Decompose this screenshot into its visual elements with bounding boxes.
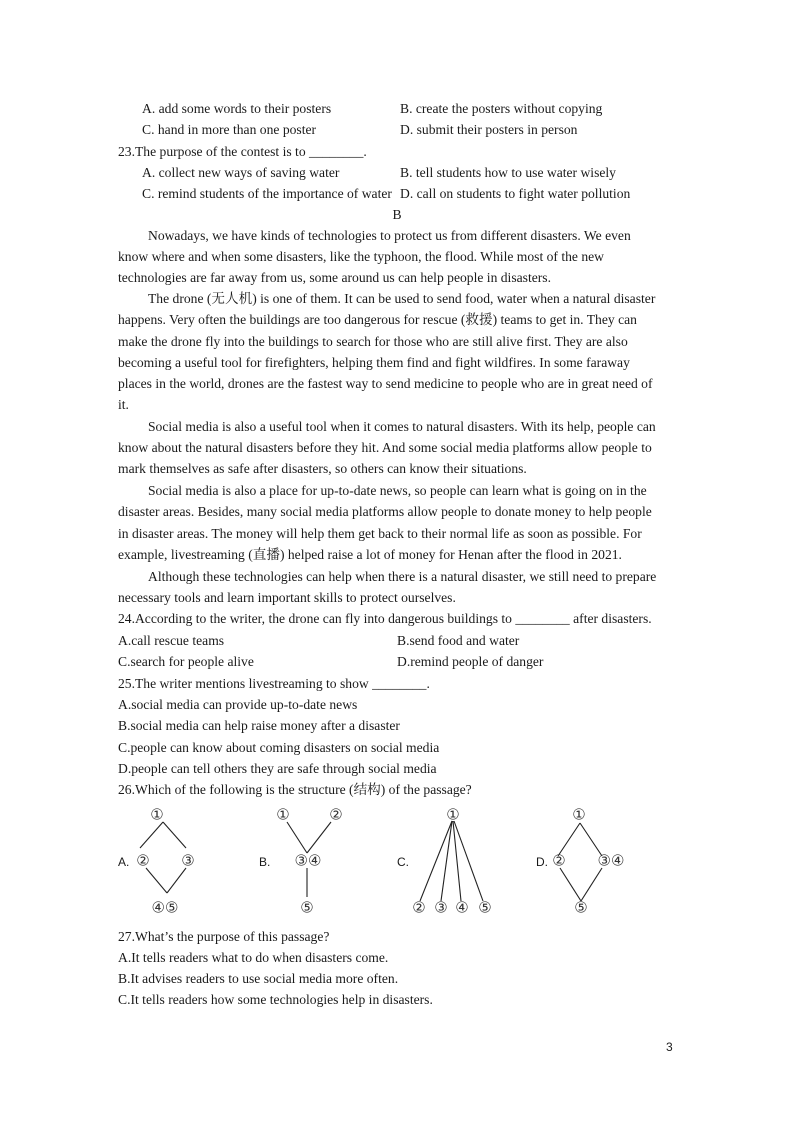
diagram-b-label: B. — [259, 855, 271, 869]
edge — [441, 821, 452, 901]
q23-option-d: D. call on students to fight water pollution — [400, 186, 631, 201]
node-label: ③ — [181, 852, 195, 870]
node-label: ② — [552, 852, 566, 870]
passage-line: places in the world, drones are the fastest way to send medicine to people who are in great need of — [118, 376, 653, 391]
node-label: ② — [329, 806, 343, 824]
passage-line: it. — [118, 397, 129, 412]
node-label: ⑤ — [300, 899, 314, 917]
passage-line: technologies are far away from us, some around us can help people in disasters. — [118, 270, 551, 285]
q25-option-d: D.people can tell others they are safe through social media — [118, 761, 437, 776]
q25-stem: 25.The writer mentions livestreaming to show ________. — [118, 676, 430, 691]
diagram-d-label: D. — [536, 855, 548, 869]
page-number: 3 — [666, 1040, 673, 1054]
edge — [146, 868, 167, 893]
passage-line: The drone (无人机) is one of them. It can be used to send food, water when a natural disaster — [148, 291, 656, 306]
q23-option-c: C. remind students of the importance of water — [142, 186, 392, 201]
node-label: ② — [412, 899, 426, 917]
node-label: ① — [446, 806, 460, 824]
q25-option-c: C.people can know about coming disasters on social media — [118, 740, 440, 755]
q25-option-b: B.social media can help raise money after a disaster — [118, 718, 400, 733]
edge — [453, 821, 461, 901]
edge — [140, 822, 163, 848]
node-label: ③ — [434, 899, 448, 917]
q25-option-a: A.social media can provide up-to-date news — [118, 697, 358, 712]
edge — [581, 868, 602, 901]
passage-line: disaster areas. Besides, many social media platforms allow people to donate money to help people — [118, 504, 652, 519]
passage-line: in disaster areas. The money will help them get back to their normal life as soon as possible. For — [118, 526, 642, 541]
q24-option-b: B.send food and water — [397, 633, 520, 648]
passage-line: Social media is also a place for up-to-date news, so people can learn what is going on in the — [148, 483, 647, 498]
passage-line: Social media is also a useful tool when it comes to natural disasters. With its help, people can — [148, 419, 656, 434]
passage-line: example, livestreaming (直播) helped raise a lot of money for Henan after the flood in 2021. — [118, 547, 622, 562]
passage-line: happens. Very often the buildings are too dangerous for rescue (救援) teams to get in. They can — [118, 312, 637, 327]
passage-line: becoming a useful tool for firefighters, helping them find and fight wildfires. In some faraway — [118, 355, 630, 370]
passage-line: Nowadays, we have kinds of technologies to protect us from different disasters. We even — [148, 228, 631, 243]
diagram-a-label: A. — [118, 855, 130, 869]
edge — [580, 823, 602, 856]
passage-line: mark themselves as safe after disasters, so others can know their situations. — [118, 461, 527, 476]
diagram-d — [536, 807, 624, 917]
edge — [454, 821, 483, 901]
edge — [167, 868, 186, 893]
diagram-b — [259, 807, 343, 917]
q22-option-c: C. hand in more than one poster — [142, 122, 317, 137]
passage-line: necessary tools and learn important skills to protect ourselves. — [118, 590, 456, 605]
passage-line: know where and when some disasters, like the typhoon, the flood. While most of the new — [118, 249, 605, 264]
edge — [287, 822, 307, 853]
diagram-c — [397, 807, 492, 917]
q27-option-a: A.It tells readers what to do when disasters come. — [118, 950, 389, 965]
node-label: ③④ — [597, 852, 625, 870]
edge — [163, 822, 186, 848]
section-label: B — [392, 207, 402, 222]
q27-option-c: C.It tells readers how some technologies help in disasters. — [118, 992, 433, 1007]
node-label: ⑤ — [478, 899, 492, 917]
node-label: ② — [136, 852, 150, 870]
node-label: ④ — [455, 899, 469, 917]
q24-option-c: C.search for people alive — [118, 654, 254, 669]
node-label: ① — [276, 806, 290, 824]
edge — [420, 821, 452, 901]
edge — [307, 822, 331, 853]
q22-option-d: D. submit their posters in person — [400, 122, 578, 137]
q22-option-b: B. create the posters without copying — [400, 101, 603, 116]
node-label: ① — [150, 806, 164, 824]
passage-line: make the drone fly into the buildings to search for those who are still alive first. They are also — [118, 334, 628, 349]
q24-stem: 24.According to the writer, the drone can fly into dangerous buildings to ________ after disasters. — [118, 611, 652, 626]
q26-stem: 26.Which of the following is the structure (结构) of the passage? — [118, 782, 472, 797]
edge — [558, 823, 580, 856]
node-label: ④⑤ — [151, 899, 179, 917]
node-label: ⑤ — [574, 899, 588, 917]
q23-option-b: B. tell students how to use water wisely — [400, 165, 616, 180]
node-label: ① — [572, 806, 586, 824]
q22-option-a: A. add some words to their posters — [142, 101, 332, 116]
q24-option-a: A.call rescue teams — [118, 633, 225, 648]
edge — [560, 868, 581, 901]
q24-option-d: D.remind people of danger — [397, 654, 544, 669]
q23-stem: 23.The purpose of the contest is to ________. — [118, 144, 367, 159]
q27-option-b: B.It advises readers to use social media more often. — [118, 971, 399, 986]
q23-option-a: A. collect new ways of saving water — [142, 165, 340, 180]
diagram-c-label: C. — [397, 855, 409, 869]
node-label: ③④ — [294, 852, 322, 870]
passage-line: know about the natural disasters before they hit. And some social media platforms allow people to — [118, 440, 652, 455]
passage-line: Although these technologies can help when there is a natural disaster, we still need to prepare — [148, 569, 657, 584]
q27-stem: 27.What’s the purpose of this passage? — [118, 929, 330, 944]
diagram-a — [118, 807, 195, 917]
